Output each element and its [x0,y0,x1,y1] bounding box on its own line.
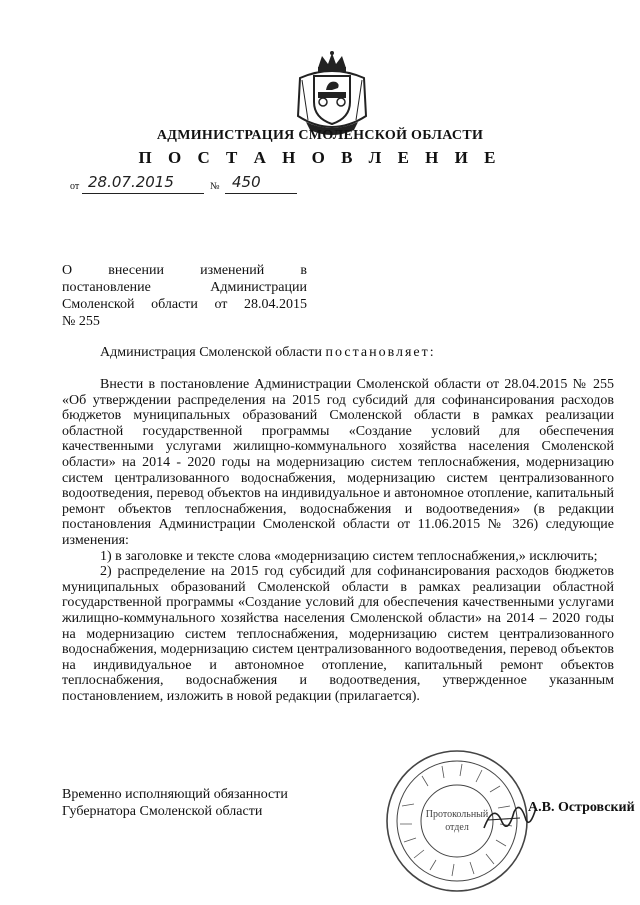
organization-name: АДМИНИСТРАЦИЯ СМОЛЕНСКОЙ ОБЛАСТИ [156,128,484,143]
body-paragraph: 2) распределение на 2015 год субсидий для софинансирования расходов бюджетов муниципальных образований Смоленской области в рамках реализации областной государственной программы «Создание условий для обеспечения качественными услугами жилищно-коммунального хозяйства населения Смоленской области» на 2014 – 2020 годы на модернизацию систем теплоснабжения, модернизацию систем централизованного водоснабжения, модернизацию систем централизованного водоотведения, перевод объектов на индивидуальное и автономное отопление, капитальный ремонт объектов теплоснабжения, водоснабжения и водоотведения, утвержденное указанным постановлением, изложить в новой редакции (прилагается). [62,564,614,704]
handwritten-number: 450 [232,173,261,191]
body-paragraph: Внести в постановление Администрации Смоленской области от 28.04.2015 № 255 «Об утверждении распределения на 2015 год субсидий для софинансирования расходов бюджетов муниципальных образований Смоленской области в рамках реализации областной государственной программы «Создание условий для обеспечения качественными услугами жилищно-коммунального хозяйства населения Смоленской области» на 2014 - 2020 годы на модернизацию систем теплоснабжения, модернизацию систем централизованного водоснабжения, модернизацию систем централизованного водоотведения, перевод объектов на индивидуальное и автономное отопление, капитальный ремонт объектов теплоснабжения, водоснабжения и водоотведения» (в редакции постановления Администрации Смоленской области от 11.06.2015 № 326) следующие изменения: [62,377,614,548]
signatory-position-line: Губернатора Смоленской области [62,804,263,819]
number-underline [225,193,297,194]
signatory-name: А.В. Островский [528,800,635,815]
subject-line: постановление Администрации [62,280,307,295]
subject-line: О внесении изменений в [62,263,307,278]
smolensk-coat-of-arms-icon [292,50,372,138]
document-type-title: П О С Т А Н О В Л Е Н И Е [138,148,502,167]
subject-line: Смоленской области от 28.04.2015 [62,297,307,312]
body-paragraph: 1) в заголовке и тексте слова «модернизацию систем теплоснабжения,» исключить; [100,548,598,564]
handwritten-date: 28.07.2015 [88,173,174,191]
number-label: № [210,181,220,192]
subject-line: № 255 [62,314,100,329]
date-underline [82,193,204,194]
preamble [100,345,436,361]
preamble-text: Администрация Смоленской области [100,345,326,360]
signatory-position-line: Временно исполняющий обязанности [62,787,288,802]
preamble-decree-word: постановляет: [325,345,436,360]
document-body [62,377,614,704]
stamp-center-text: отдел [445,822,469,833]
signatory-position [62,786,288,820]
document-subject [62,262,307,330]
date-from-label: от [70,181,80,192]
stamp-center-text: Протокольный [425,809,489,820]
